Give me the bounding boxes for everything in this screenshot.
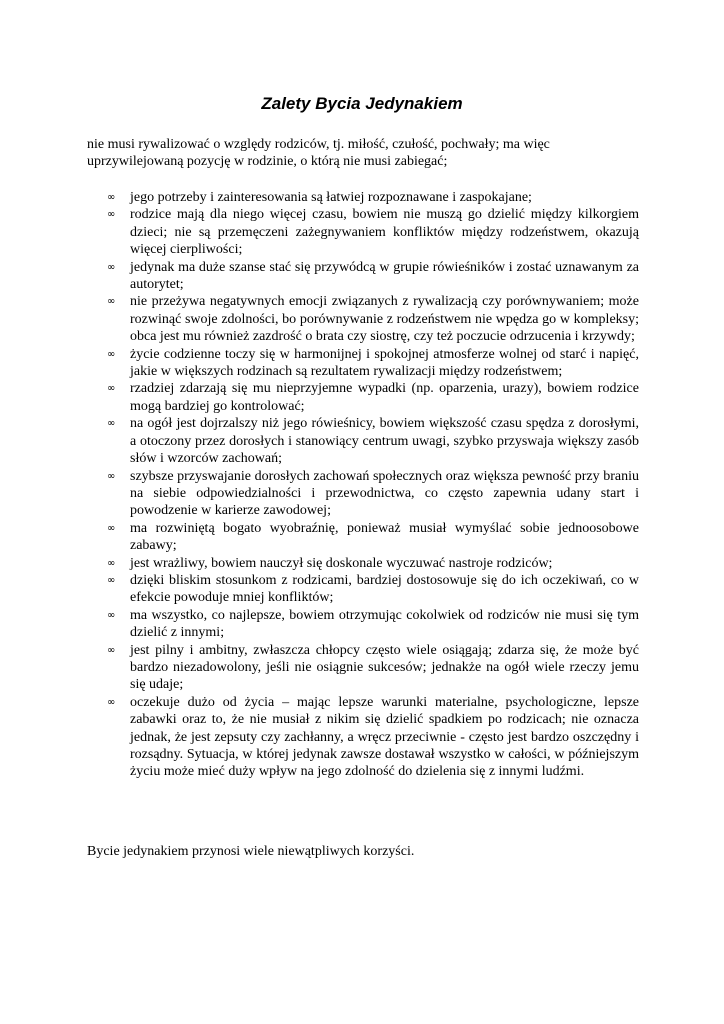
list-item: ∞ rzadziej zdarzają się mu nieprzyjemne wypadki (np. oparzenia, urazy), bowiem rodzice mogą bardziej go kontrolować;: [107, 381, 639, 414]
list-item: ∞ jego potrzeby i zainteresowania są łatwiej rozpoznawane i zaspokajane;: [107, 190, 532, 205]
infinity-bullet-icon: ∞: [107, 644, 116, 656]
infinity-bullet-icon: ∞: [107, 418, 116, 430]
intro-line-1: nie musi rywalizować o względy rodziców, tj. miłość, czułość, pochwały; ma więc: [87, 137, 550, 152]
infinity-bullet-icon: ∞: [107, 470, 116, 482]
infinity-bullet-icon: ∞: [107, 696, 116, 708]
list-item: ∞ rodzice mają dla niego więcej czasu, bowiem nie muszą go dzielić między kilkorgiem dzieci; nie są przemęczeni zażegnywaniem konfliktów między rodzeństwem, okazują więcej cierpliwości;: [107, 207, 639, 258]
infinity-bullet-icon: ∞: [107, 574, 116, 586]
infinity-bullet-icon: ∞: [107, 383, 116, 395]
list-item: ∞ życie codzienne toczy się w harmonijnej i spokojnej atmosferze wolnej od starć i napięć, jakie w większych rodzinach są rezultatem rywalizacji między rodzeństwem;: [107, 346, 639, 380]
infinity-bullet-icon: ∞: [107, 209, 116, 221]
list-item: ∞ nie przeżywa negatywnych emocji związanych z rywalizacją czy porównywaniem; może rozwinąć swoje zdolności, bo porównywanie z rodzeństwem nie wpędza go w kompleksy; obca jest mu również zazdrość o brata czy siostrę, czy też poczucie odrzucenia i krzywdy;: [107, 294, 639, 345]
list-item: ∞ jedynak ma duże szanse stać się przywódcą w grupie rówieśników i zostać uznawanym za autorytet;: [107, 259, 639, 293]
list-item: ∞ ma wszystko, co najlepsze, bowiem otrzymując cokolwiek od rodziców nie musi się tym dzielić z innymi;: [107, 607, 639, 641]
advantages-list: [107, 189, 639, 781]
list-item: ∞ dzięki bliskim stosunkom z rodzicami, bardziej dostosowuje się do ich oczekiwań, co w efekcie powoduje mniej konfliktów;: [107, 572, 639, 606]
infinity-bullet-icon: ∞: [107, 557, 116, 569]
intro-line-2: uprzywilejowaną pozycję w rodzinie, o którą nie musi zabiegać;: [87, 154, 448, 170]
infinity-bullet-icon: ∞: [107, 609, 116, 621]
infinity-bullet-icon: ∞: [107, 522, 116, 534]
infinity-bullet-icon: ∞: [107, 261, 116, 273]
infinity-bullet-icon: ∞: [107, 348, 116, 360]
infinity-bullet-icon: ∞: [107, 296, 116, 308]
list-item: ∞ jest pilny i ambitny, zwłaszcza chłopcy często wiele osiągają; zdarza się, że może być bardzo niezadowolony, jeśli nie osiągnie sukcesów; jednakże na ogół wiele rzeczy jemu się udaje;: [107, 642, 639, 693]
list-item: ∞ jest wrażliwy, bowiem nauczył się doskonale wyczuwać nastroje rodziców;: [107, 555, 553, 571]
infinity-bullet-icon: ∞: [107, 192, 116, 203]
list-item: ∞ na ogół jest dojrzalszy niż jego rówieśnicy, bowiem większość czasu spędza z dorosłymi, a otoczony przez dorosłych i stanowiący centrum uwagi, szybko przyswaja większy zasób słów i wzorców zachowań;: [107, 416, 639, 467]
list-item: ∞ ma rozwiniętą bogato wyobraźnię, ponieważ musiał wymyślać sobie jednoosobowe zabawy;: [107, 520, 639, 554]
list-item: ∞ szybsze przyswajanie dorosłych zachowań społecznych oraz większa pewność przy braniu na siebie odpowiedzialności i przewodnictwa, co często zapewnia udany start i powodzenie w karierze zawodowej;: [107, 468, 639, 519]
closing-paragraph: Bycie jedynakiem przynosi wiele niewątpliwych korzyści.: [87, 844, 415, 859]
list-item: ∞ oczekuje dużo od życia – mając lepsze warunki materialne, psychologiczne, lepsze zabawki oraz to, że nie musiał z nikim się dzielić spadkiem po rodzicach; nie oznacza jednak, że jest zepsuty czy zachłanny, a wręcz przeciwnie - często jest bardzo oszczędny i rozsądny. Sytuacja, w której jedynak zawsze dostawał wszystko w całości, w późniejszym życiu może mieć duży wpływ na jego zdolność do dzielenia się z innymi ludźmi.: [107, 694, 639, 780]
intro-paragraph: [87, 136, 640, 171]
document-title: Zalety Bycia Jedynakiem: [261, 94, 463, 113]
